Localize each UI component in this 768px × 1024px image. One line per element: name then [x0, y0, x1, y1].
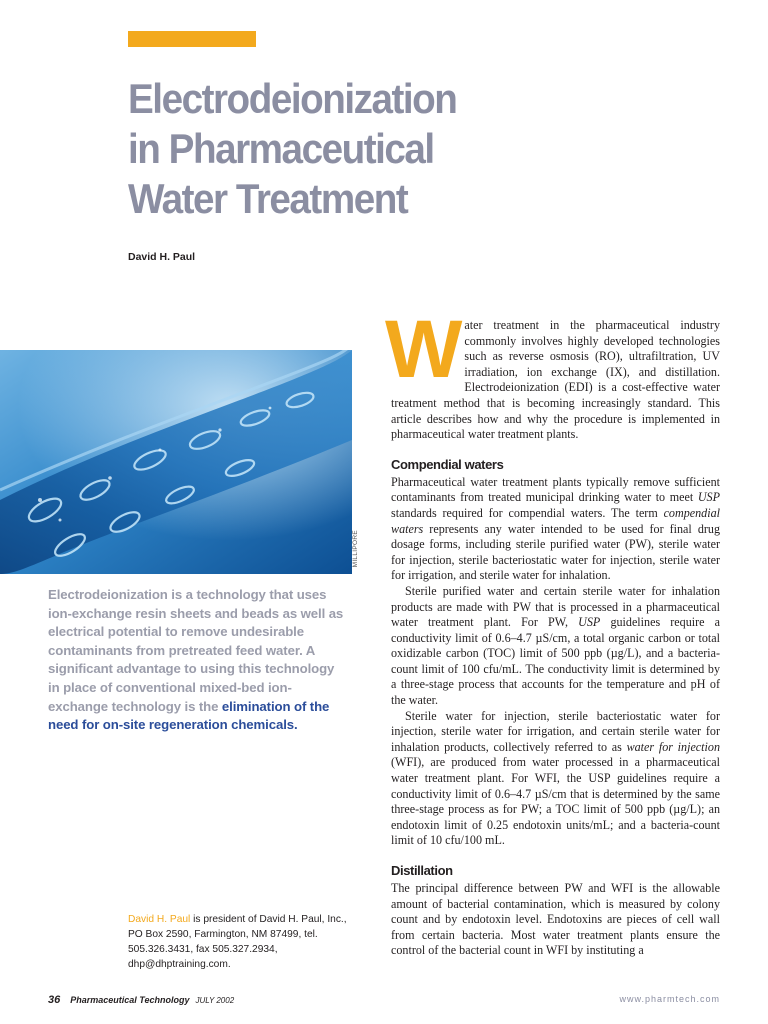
website-url: www.pharmtech.com: [619, 994, 720, 1004]
italic-run: USP: [697, 490, 720, 505]
title-line-1: Electrodeionization: [128, 75, 457, 122]
text-run: guidelines require a conductivity limit of 0.6–4.7 µS/cm, a total organic carbon or total oxidizable carbon (TOC) limit of 500 ppb (µg/L), and a bacteria-count limit of 100 cfu/mL. The conductivity limit is determined by a three-stage process that accounts for the temperature and pH of the water.: [391, 615, 720, 708]
section-heading-distillation: Distillation: [391, 863, 453, 878]
article-body: [385, 304, 720, 959]
drop-cap: W: [385, 304, 459, 395]
bio-text: is president of David H. Paul, Inc., PO Box 2590, Farmington, NM 87499, tel. 505.326.3431, fax 505.327.2934, dhp@dhptraining.com.: [128, 914, 347, 970]
compendial-paragraph-2: [391, 584, 720, 709]
text-run: Pharmaceutical water treatment plants typically remove sufficient contaminants from treated municipal drinking water to meet: [391, 474, 720, 505]
bio-author-name: David H. Paul: [128, 914, 191, 925]
text-run: Sterile water for injection, sterile bacteriostatic water for injection, sterile water for irrigation, and certain sterile water for inhalation products, collectively referred to as: [391, 708, 720, 754]
issue-date: JULY 2002: [195, 996, 235, 1005]
compendial-paragraph-3: [391, 709, 720, 849]
author-bio: [128, 912, 353, 972]
pull-quote-highlight: elimination of the need for on-site regeneration chemicals.: [48, 698, 330, 733]
text-run: Sterile purified water and certain sterile water for inhalation products are made with PW that is processed in a pharmaceutical water treatment plant. For PW,: [391, 583, 720, 630]
pull-quote: [48, 586, 348, 735]
distillation-paragraph-1: The principal difference between PW and WFI is the allowable amount of bacterial contamination, which is measured by colony count and by endotoxin level. Endotoxins are pieces of cell wall from certain bacteria. Most water treatment plants ensure the control of the bacterial count in WFI by instituting a: [391, 881, 720, 958]
title-line-2: in Pharmaceutical: [128, 125, 434, 172]
compendial-paragraph-1: [391, 475, 720, 584]
text-run: standards required for compendial waters. The term: [391, 505, 664, 520]
italic-run: compendial waters: [391, 505, 720, 536]
author-byline: David H. Paul: [128, 251, 196, 263]
photo-credit: MILLIPORE: [352, 530, 359, 568]
water-footprints-photo: [0, 350, 352, 574]
page-folio: [48, 994, 234, 1006]
section-heading-compendial: Compendial waters: [391, 456, 504, 472]
intro-paragraph: ater treatment in the pharmaceutical industry commonly involves highly developed technologies such as reverse osmosis (RO), ultrafiltration, UV irradiation, ion exchange (IX), and distillation. Electrodeionization (EDI) is a cost-effective water treatment method that is becoming increasingly standard. This article describes how and why the procedure is implemented in pharmaceutical water treatment plants.: [391, 318, 720, 442]
photo-illustration: [0, 350, 352, 574]
journal-name: Pharmaceutical Technology: [70, 995, 190, 1005]
article-title: [128, 74, 514, 224]
page-number: 36: [48, 994, 61, 1006]
text-run: (WFI), are produced from water processed in a pharmaceutical water treatment plant. For WFI, the USP guidelines require a conductivity limit of 0.6–4.7 µS/cm that is determined by the same three-stage process as for PW; a TOC limit of 500 ppb (µg/L); an endotoxin limit of 0.25 endotoxin units/mL; and a bacteria-count limit of 10 cfu/100 mL.: [391, 755, 720, 848]
italic-run: water for injection: [626, 739, 720, 754]
accent-bar: [128, 31, 256, 47]
title-line-3: Water Treatment: [128, 175, 408, 222]
text-run: represents any water intended to be used for final drug dosage forms, including sterile purified water (PW), sterile water for injection, sterile bacteriostatic water for injection, sterile water for irrigation, and sterile water for inhalation.: [391, 521, 720, 583]
italic-run: USP: [578, 615, 601, 630]
pull-quote-text: Electrodeionization is a technology that uses ion-exchange resin sheets and beads as well as electrical potential to remove undesirable contaminants from pretreated feed water. A significant advantage to using this technology in place of conventional mixed-bed ion-exchange technology is the: [48, 587, 344, 714]
intro-paragraph-wrap: [385, 304, 720, 443]
